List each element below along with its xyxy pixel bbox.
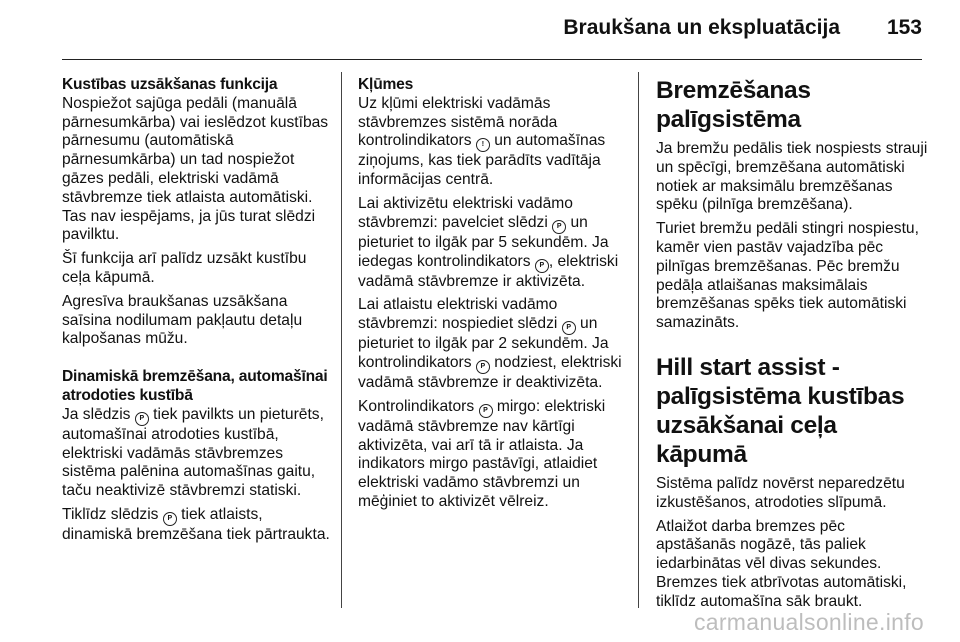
section-title-hill-start-assist: Hill start assist - palīgsistēma kustības uzsākšanai ceļa kāpumā: [656, 353, 905, 468]
parking-brake-icon: P: [479, 404, 493, 418]
parking-brake-icon: P: [552, 220, 566, 234]
column-divider-1: [341, 72, 342, 608]
page-header: [0, 0, 960, 52]
paragraph: Atlaižot darba bremzes pēc apstāšanās nogāzē, tās paliek iedarbinātas vēl divas sekundes. Bremzes tiek atbrīvotas automātiski, tiklīdz automašīna sāk braukt.: [656, 517, 907, 610]
column-3: [656, 76, 928, 617]
section-title-brake-assist: Bremzēšanas palīgsistēma: [656, 77, 811, 133]
watermark: carmanualsonline.info: [693, 609, 924, 635]
paragraph: Sistēma palīdz novērst neparedzētu izkustēšanos, atrodoties slīpumā.: [656, 474, 905, 511]
section-heading-start-function: Kustības uzsākšanas funkcija: [62, 76, 278, 93]
column-2: [358, 76, 630, 517]
section-heading-faults: Kļūmes: [358, 76, 414, 93]
column-divider-2: [638, 72, 639, 608]
paragraph: Kontrolindikators P mirgo: elektriski vadāmā stāvbremze nav kārtīgi aktivizēta, vai arī tā ir atlaista. Ja indikators mirgo pastāvīgi, atlaidiet elektriski vadāmo stāvbremzi un mēģiniet to aktivizēt vēlreiz.: [358, 397, 606, 510]
paragraph: Nospiežot sajūga pedāli (manuālā pārnesumkārba) vai ieslēdzot kustības pārnesumu (automātiskā pārnesumkārba) un tad nospiežot gāzes pedāli, elektriski vadāmā stāvbremze tiek atlaista automātiski. Tas nav iespējams, ja jūs turat slēdzi pavilktu.: [62, 94, 329, 244]
parking-brake-icon: P: [562, 321, 576, 335]
warning-indicator-icon: !: [476, 138, 490, 152]
section-heading-dynamic-braking: Dinamiskā bremzēšana, automašīnai atrodoties kustībā: [62, 368, 328, 404]
parking-brake-icon: P: [163, 512, 177, 526]
paragraph: Uz kļūmi elektriski vadāmās stāvbremzes sistēmā norāda kontrolindikators ! un automašīnas ziņojums, kas tiek parādīts vadītāja informācijas centrā.: [358, 94, 606, 189]
header-rule: [62, 59, 922, 60]
parking-brake-icon: P: [476, 360, 490, 374]
paragraph: Ja bremžu pedālis tiek nospiests strauji un spēcīgi, bremzēšana automātiski notiek ar maksimālu bremzēšanas spēku (pilnīga bremzēšana).: [656, 140, 928, 214]
paragraph: Lai aktivizētu elektriski vadāmo stāvbremzi: pavelciet slēdzi P un pieturiet to ilgāk par 5 sekundēm. Ja iedegas kontrolindikators P , elektriski vadāmā stāvbremze ir aktivizēta.: [358, 194, 619, 290]
paragraph: Turiet bremžu pedāli stingri nospiestu, kamēr vien pastāv vajadzība pēc pilnīgas bremzēšanas. Pēc bremžu pedāļa atlaišanas maksimālais bremzēšanas spēks tiek automātiski samazināts.: [656, 220, 919, 332]
page-number: 153: [886, 16, 922, 39]
header-title: Braukšana un ekspluatācija: [563, 16, 840, 39]
parking-brake-icon: P: [135, 412, 149, 426]
paragraph: Lai atlaistu elektriski vadāmo stāvbremzi: nospiediet slēdzi P un pieturiet to ilgāk par 2 sekundēm. Ja kontrolindikators P nodziest, elektriski vadāmā stāvbremze ir deaktivizēta.: [358, 296, 622, 391]
column-1: [62, 76, 334, 550]
paragraph: Šī funkcija arī palīdz uzsākt kustību ceļa kāpumā.: [62, 250, 307, 286]
paragraph: Agresīva braukšanas uzsākšana saīsina nodilumam pakļautu detaļu kalpošanas mūžu.: [62, 292, 303, 348]
parking-brake-icon: P: [535, 259, 549, 273]
paragraph: Tiklīdz slēdzis P tiek atlaists, dinamiskā bremzēšana tiek pārtraukta.: [62, 505, 330, 543]
paragraph: Ja slēdzis P tiek pavilkts un pieturēts, automašīnai atrodoties kustībā, elektriski vadāmās stāvbremzes sistēma palēnina automašīnas gaitu, taču neaktivizē stāvbremzi statiski.: [62, 405, 324, 500]
